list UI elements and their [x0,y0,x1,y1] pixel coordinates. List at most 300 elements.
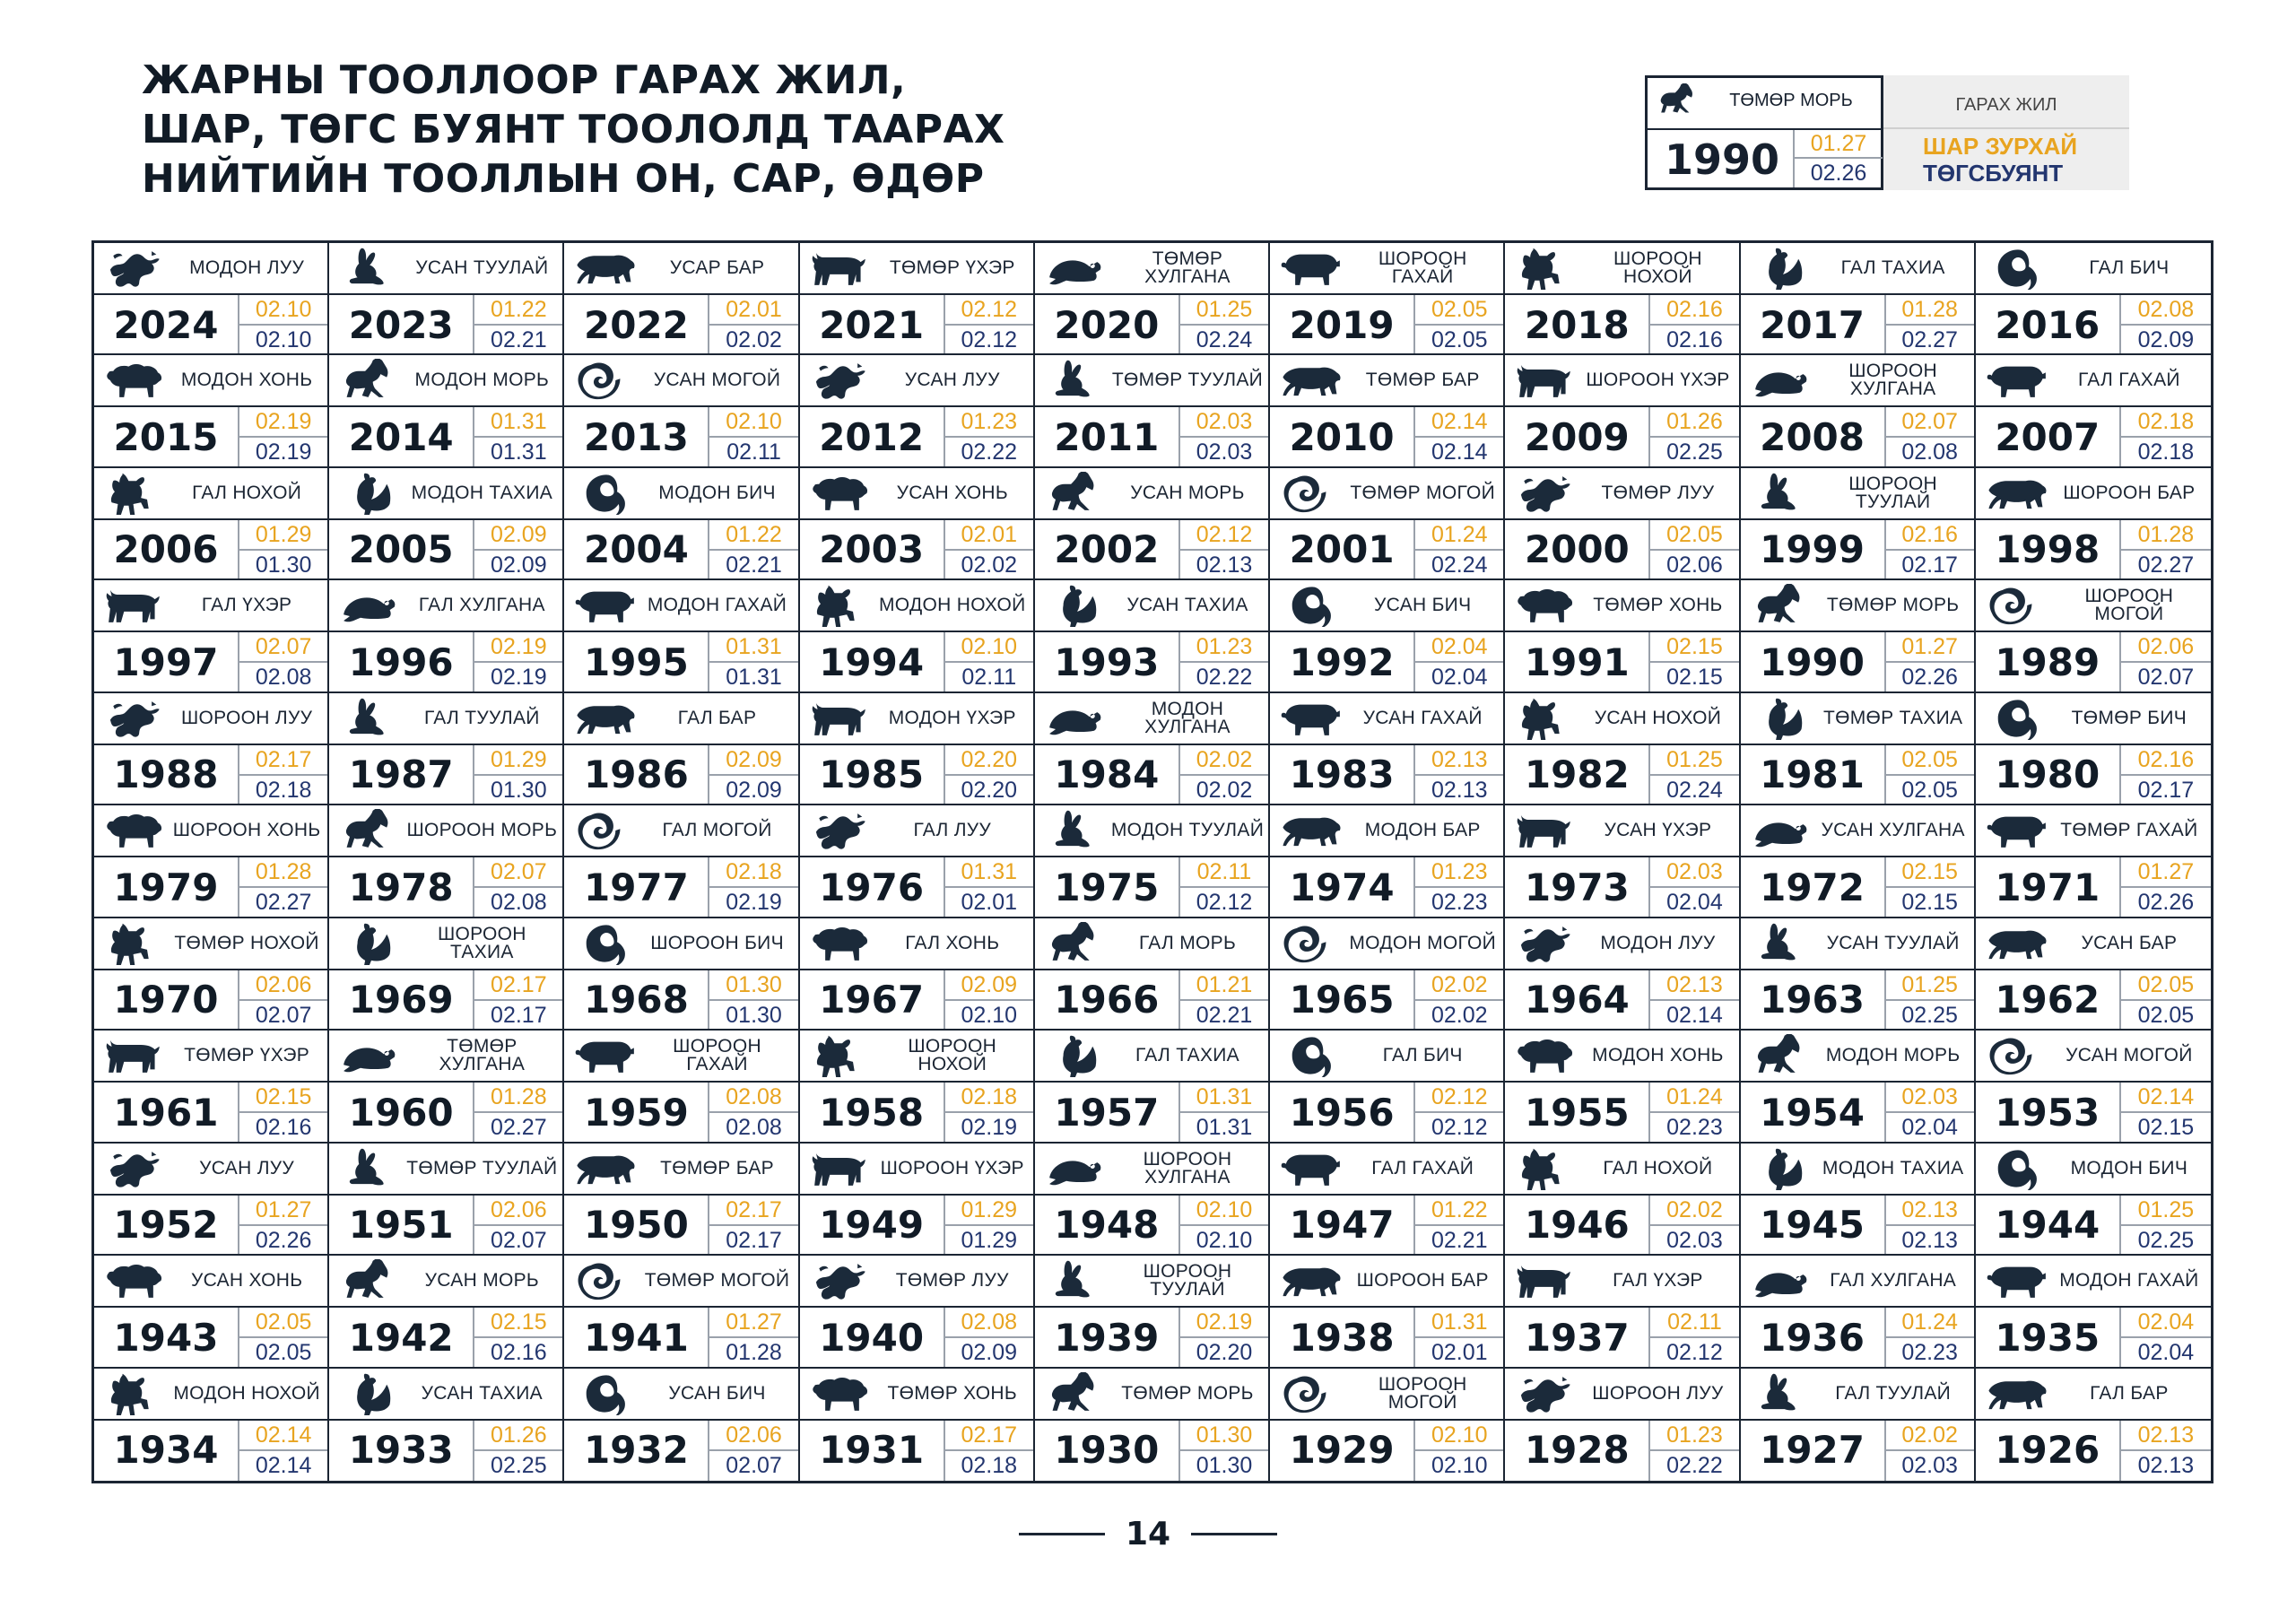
cell-header [329,468,562,520]
cell-blue-date: 02.02 [944,551,1033,580]
cell-year: 1947 [1289,1203,1395,1248]
cell-name: ГАЛ ТУУЛАЙ [423,707,540,728]
cell-blue-date: 02.25 [1884,1001,1974,1031]
cell-blue-date: 02.09 [708,776,797,805]
cell-name: ТӨМӨР ҮХЭР [184,1045,310,1066]
cell-blue-date: 02.15 [1648,663,1738,692]
cell-name: ТӨМӨР БАР [1365,370,1480,391]
cell-year: 2008 [1760,414,1865,459]
snake-icon [1983,584,2053,627]
year-cell [329,355,564,467]
cell-header [1270,580,1503,632]
cell-gold-date: 01.24 [1413,520,1503,551]
rat-icon [1042,247,1112,290]
dragon-icon [101,697,171,740]
cell-name: ШОРООН НОХОЙ [908,1036,997,1075]
year-cell [564,918,799,1031]
year-cell [800,918,1035,1031]
dragon-icon [1512,1372,1582,1415]
year-cell [94,468,329,580]
cell-header [94,468,327,520]
cell-blue-date: 02.26 [238,1226,327,1256]
cell-blue-date: 01.30 [1178,1451,1268,1481]
cell-blue-date: 02.08 [473,888,562,918]
cell-blue-date: 02.07 [238,1001,327,1031]
cell-gold-date: 01.29 [238,520,327,551]
cell-gold-date: 02.10 [944,632,1033,663]
cell-name: ШОРООН ЛУУ [180,707,313,728]
cell-blue-date: 02.19 [238,438,327,467]
cell-blue-date: 02.06 [1648,551,1738,580]
cell-blue-date: 01.30 [238,551,327,580]
cell-year: 1961 [113,1090,219,1135]
cell-gold-date: 01.22 [473,295,562,326]
cell-header [1035,1256,1268,1308]
cell-blue-date: 02.12 [1178,888,1268,918]
cell-name: ШОРООН МОРЬ [406,820,558,841]
cell-gold-date: 02.05 [1884,745,1974,776]
cell-name: УСАН НОХОЙ [1594,707,1722,728]
cell-gold-date: 01.27 [2119,857,2211,888]
cell-year: 1955 [1524,1090,1630,1135]
year-cell [94,580,329,692]
year-cell [94,243,329,355]
cell-blue-date: 02.25 [1648,438,1738,467]
cell-blue-date: 02.16 [1648,326,1738,355]
snake-icon [1277,922,1347,965]
cell-name: ТӨМӨР ХУЛГАНА [1144,248,1231,287]
cell-gold-date: 01.31 [944,857,1033,888]
monkey-icon [1983,697,2053,740]
cell-gold-date: 02.18 [708,857,797,888]
snake-icon [1277,472,1347,515]
ox-icon [101,584,171,627]
cell-name: УСАН ҮХЭР [1604,820,1712,841]
cell-header [1270,1256,1503,1308]
year-cell [1976,1144,2211,1256]
cell-name: УСАН ЛУУ [199,1157,295,1178]
cell-name: УСАН ТУУЛАЙ [415,257,549,278]
cell-blue-date: 02.27 [473,1113,562,1143]
cell-year: 1988 [113,752,219,797]
rat-icon [1042,697,1112,740]
legend-key [1883,75,2129,190]
cell-gold-date: 02.06 [708,1421,797,1451]
cell-blue-date: 02.03 [1884,1451,1974,1481]
cell-gold-date: 02.01 [944,520,1033,551]
cell-header [329,1144,562,1196]
cell-blue-date: 02.12 [1648,1338,1738,1368]
cell-header [1976,1144,2211,1196]
cell-name: ТӨМӨР МОГОЙ [644,1270,790,1292]
cell-header [94,1256,327,1308]
year-cell [1505,1031,1740,1143]
cell-blue-date: 02.08 [708,1113,797,1143]
year-cell [1741,468,1976,580]
cell-year: 1967 [819,978,925,1022]
year-cell [564,693,799,805]
cell-gold-date: 02.18 [2119,407,2211,438]
cell-blue-date: 02.18 [2119,438,2211,467]
cell-gold-date: 02.12 [1413,1083,1503,1113]
legend-divider [1883,127,2129,129]
cell-header [1035,693,1268,745]
cell-year: 1966 [1054,978,1160,1022]
rat-icon [1748,1259,1818,1302]
cell-year: 1969 [348,978,454,1022]
cell-blue-date: 02.02 [1178,776,1268,805]
cell-header [1035,243,1268,295]
cell-blue-date: 02.23 [1648,1113,1738,1143]
cell-name: ГАЛ БИЧ [1382,1045,1463,1066]
cell-gold-date: 02.10 [708,407,797,438]
cell-header [1976,693,2211,745]
cell-header [800,1031,1033,1083]
cell-blue-date: 02.14 [1413,438,1503,467]
cell-header [1035,805,1268,857]
cell-header [1505,1144,1738,1196]
cell-header [800,918,1033,970]
dog-icon [807,1034,877,1077]
monkey-icon [1983,1147,2053,1190]
legend-sample-cell [1645,75,1883,190]
cell-name: МОДОН ТАХИА [411,482,553,503]
cell-name: МОДОН НОХОЙ [879,595,1026,616]
year-cell [94,1031,329,1143]
cell-gold-date: 02.19 [238,407,327,438]
year-cell [1505,355,1740,467]
cell-gold-date: 02.10 [1178,1196,1268,1226]
cell-blue-date: 02.03 [1178,438,1268,467]
cell-year: 1992 [1289,639,1395,684]
cell-year: 2016 [1995,302,2100,347]
cell-name: ШОРООН ҮХЭР [880,1157,1024,1178]
cell-gold-date: 02.16 [2119,745,2211,776]
cell-blue-date: 02.10 [1413,1451,1503,1481]
cell-name: ШОРООН ГАХАЙ [673,1036,761,1075]
cell-gold-date: 02.13 [2119,1421,2211,1451]
dragon-icon [807,809,877,852]
cell-year: 2006 [113,527,219,572]
cell-header [1035,580,1268,632]
year-cell [1976,693,2211,805]
cell-year: 1963 [1760,978,1865,1022]
year-cell [1505,580,1740,692]
cell-year: 1931 [819,1428,925,1473]
cell-blue-date: 02.24 [1413,551,1503,580]
cell-header [329,1369,562,1421]
cell-name: МОДОН БИЧ [658,482,776,503]
cell-blue-date: 02.16 [473,1338,562,1368]
cell-header [1270,468,1503,520]
cell-header [1505,693,1738,745]
cell-header [1741,580,1974,632]
year-cell [1035,355,1270,467]
cell-blue-date: 02.17 [473,1001,562,1031]
cell-name: ГАЛ ХУЛГАНА [418,595,545,616]
cell-gold-date: 02.10 [238,295,327,326]
cell-year: 2003 [819,527,925,572]
cell-name: ТӨМӨР ХОНЬ [887,1382,1017,1404]
cell-header [564,243,797,295]
cell-name: МОДОН ТУУЛАЙ [1110,820,1265,841]
cell-year: 2021 [819,302,925,347]
cell-year: 1956 [1289,1090,1395,1135]
cell-gold-date: 01.30 [1178,1421,1268,1451]
cell-name: МОДОН ГАХАЙ [2059,1270,2199,1292]
year-cell [1035,693,1270,805]
cell-gold-date: 01.24 [1648,1083,1738,1113]
cell-header [1505,1369,1738,1421]
cell-year: 1932 [583,1428,689,1473]
cell-gold-date: 02.05 [238,1308,327,1338]
cell-header [564,805,797,857]
cell-blue-date: 02.13 [1884,1226,1974,1256]
year-cell [1741,355,1976,467]
rooster-icon [1748,1147,1818,1190]
year-cell [1741,243,1976,355]
cell-blue-date: 01.29 [944,1226,1033,1256]
page-number: 14 [1125,1516,1171,1552]
cell-year: 1962 [1995,978,2100,1022]
cell-blue-date: 02.05 [1884,776,1974,805]
year-cell [1270,468,1505,580]
cell-blue-date: 02.10 [238,326,327,355]
cell-year: 1960 [348,1090,454,1135]
year-cell [1035,1031,1270,1143]
cell-gold-date: 02.02 [1413,970,1503,1001]
cell-gold-date: 02.07 [238,632,327,663]
year-cell [564,468,799,580]
cell-year: 1957 [1054,1090,1160,1135]
year-cell [1270,805,1505,918]
cell-name: ГАЛ БАР [677,707,757,728]
tiger-icon [1983,1372,2053,1415]
cell-header [1741,1369,1974,1421]
dragon-icon [1512,922,1582,965]
year-cell [564,1256,799,1368]
ox-icon [1512,809,1582,852]
cell-gold-date: 02.09 [708,745,797,776]
cell-gold-date: 02.04 [2119,1308,2211,1338]
cell-blue-date: 02.27 [2119,551,2211,580]
cell-name: ГАЛ БАР [2090,1382,2169,1404]
cell-gold-date: 01.21 [1178,970,1268,1001]
legend-cell-year: 1990 [1664,135,1780,184]
cell-gold-date: 02.02 [1178,745,1268,776]
year-cell [329,243,564,355]
cell-blue-date: 01.31 [1178,1113,1268,1143]
year-cell [1505,1369,1740,1481]
cell-year: 2018 [1524,302,1630,347]
cell-header [94,1369,327,1421]
cell-year: 1989 [1995,639,2100,684]
cell-year: 1936 [1760,1315,1865,1360]
cell-blue-date: 02.02 [1413,1001,1503,1031]
cell-year: 1928 [1524,1428,1630,1473]
cell-name: МОДОН ҮХЭР [888,707,1016,728]
cell-blue-date: 02.20 [944,776,1033,805]
cell-header [800,1369,1033,1421]
year-cell [800,355,1035,467]
cell-name: УСАН ХУЛГАНА [1821,820,1965,841]
cell-blue-date: 02.21 [708,551,797,580]
cell-header [1976,918,2211,970]
sheep-icon [807,1372,877,1415]
dog-icon [101,922,171,965]
cell-blue-date: 02.15 [2119,1113,2211,1143]
year-cell [329,1256,564,1368]
ox-icon [807,697,877,740]
cell-year: 1981 [1760,752,1865,797]
cell-gold-date: 01.29 [473,745,562,776]
cell-blue-date: 02.13 [1413,776,1503,805]
cell-name: ГАЛ НОХОЙ [192,482,302,503]
cell-name: ГАЛ ҮХЭР [201,595,292,616]
cell-year: 1946 [1524,1203,1630,1248]
cell-header [1505,1031,1738,1083]
cell-gold-date: 01.31 [1413,1308,1503,1338]
dog-icon [1512,1147,1582,1190]
cell-blue-date: 01.31 [473,438,562,467]
cell-name: ШОРООН БАР [2063,482,2196,503]
year-cell [329,693,564,805]
year-cell [1270,580,1505,692]
cell-gold-date: 02.09 [473,520,562,551]
cell-gold-date: 02.17 [944,1421,1033,1451]
cell-name: ТӨМӨР ҮХЭР [889,257,1015,278]
year-cell [1741,580,1976,692]
rabbit-icon [336,1147,406,1190]
cell-blue-date: 02.04 [1413,663,1503,692]
cell-year: 2001 [1289,527,1395,572]
cell-blue-date: 02.21 [1178,1001,1268,1031]
cell-name: ГАЛ ҮХЭР [1613,1270,1703,1292]
cell-blue-date: 02.27 [1884,326,1974,355]
cell-year: 1984 [1054,752,1160,797]
cell-year: 1999 [1760,527,1865,572]
cell-header [1035,1369,1268,1421]
horse-icon [336,1259,406,1302]
year-cell [1505,805,1740,918]
cell-header [1505,918,1738,970]
cell-blue-date: 02.24 [1178,326,1268,355]
cell-year: 1995 [583,639,689,684]
cell-year: 1971 [1995,865,2100,909]
cell-year: 1980 [1995,752,2100,797]
sheep-icon [1512,1034,1582,1077]
year-cell [1505,1144,1740,1256]
cell-year: 1940 [819,1315,925,1360]
year-cell [1505,693,1740,805]
year-cell [1270,1144,1505,1256]
cell-year: 2019 [1289,302,1395,347]
cell-header [329,918,562,970]
cell-name: УСАР БАР [669,257,765,278]
rooster-icon [336,472,406,515]
year-cell [800,1256,1035,1368]
cell-year: 2014 [348,414,454,459]
cell-name: МОДОН НОХОЙ [173,1382,320,1404]
dog-icon [1512,697,1582,740]
sheep-icon [101,809,171,852]
year-cell [1270,1256,1505,1368]
cell-blue-date: 02.01 [1413,1338,1503,1368]
cell-name: УСАН МОГОЙ [653,370,781,391]
pig-icon [1277,1147,1347,1190]
cell-header [1976,580,2211,632]
footer-rule-left [1019,1533,1105,1535]
cell-name: ГАЛ НОХОЙ [1603,1157,1713,1178]
cell-blue-date: 02.12 [1413,1113,1503,1143]
cell-blue-date: 02.26 [1884,663,1974,692]
cell-year: 1993 [1054,639,1160,684]
tiger-icon [1277,1259,1347,1302]
cell-year: 1933 [348,1428,454,1473]
cell-year: 2000 [1524,527,1630,572]
cell-blue-date: 02.17 [2119,776,2211,805]
year-cell [1976,468,2211,580]
monkey-icon [1983,247,2053,290]
cell-year: 1987 [348,752,454,797]
cell-gold-date: 02.02 [1884,1421,1974,1451]
dragon-icon [1512,472,1582,515]
year-cell [1035,805,1270,918]
cell-gold-date: 02.16 [1648,295,1738,326]
year-cell [1270,693,1505,805]
cell-year: 1975 [1054,865,1160,909]
horse-icon [1042,1372,1112,1415]
year-cell [1505,243,1740,355]
cell-gold-date: 02.13 [1413,745,1503,776]
sheep-icon [1512,584,1582,627]
cell-name: ШОРООН ЛУУ [1592,1382,1724,1404]
cell-gold-date: 02.07 [473,857,562,888]
title-line-3: НИЙТИЙН ТООЛЛЫН ОН, САР, ӨДӨР [142,156,985,202]
cell-name: ГАЛ ГАХАЙ [1371,1157,1474,1178]
cell-name: МОДОН ХОНЬ [180,370,313,391]
year-cell [1976,355,2211,467]
cell-blue-date: 02.15 [1884,888,1974,918]
year-cell [564,243,799,355]
cell-gold-date: 02.19 [473,632,562,663]
cell-header [94,805,327,857]
horse-icon [336,809,406,852]
cell-year: 2015 [113,414,219,459]
cell-blue-date: 02.05 [238,1338,327,1368]
year-cell [94,805,329,918]
cell-name: УСАН БАР [2081,932,2178,953]
cell-header [329,1256,562,1308]
cell-gold-date: 01.31 [1178,1083,1268,1113]
cell-year: 2012 [819,414,925,459]
cell-blue-date: 02.02 [708,326,797,355]
cell-header [94,918,327,970]
year-cell [800,468,1035,580]
rat-icon [336,584,406,627]
cell-gold-date: 02.15 [473,1308,562,1338]
cell-year: 1976 [819,865,925,909]
cell-header [564,1369,797,1421]
year-cell [1270,1031,1505,1143]
rabbit-icon [1748,922,1818,965]
legend-caption: ГАРАХ ЖИЛ [1955,95,2057,115]
cell-gold-date: 02.08 [708,1083,797,1113]
cell-gold-date: 02.03 [1648,857,1738,888]
rat-icon [1748,809,1818,852]
cell-blue-date: 02.10 [1178,1226,1268,1256]
cell-gold-date: 01.28 [473,1083,562,1113]
